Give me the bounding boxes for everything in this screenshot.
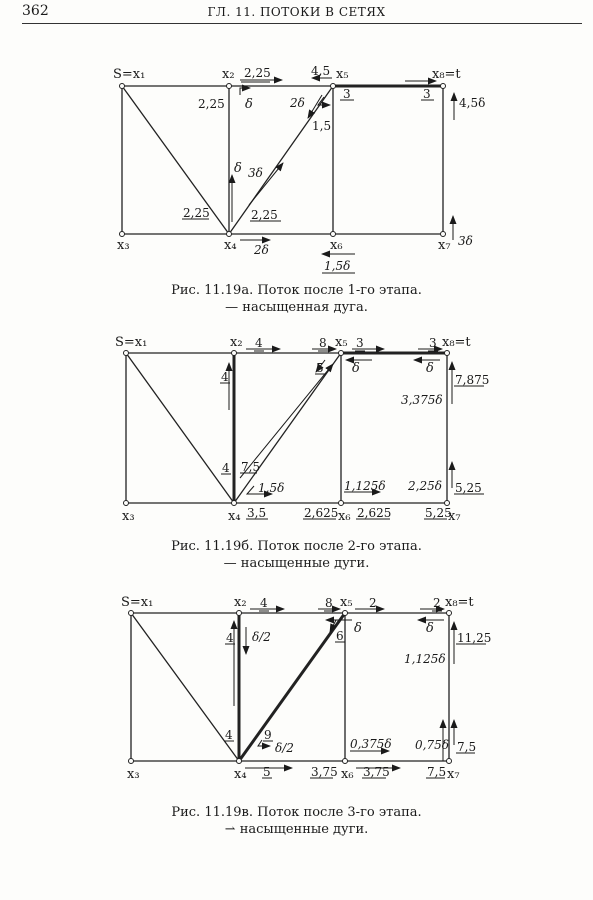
- page-number: 362: [22, 3, 49, 19]
- caption-line: Рис. 11.19а. Поток после 1-го этапа.: [171, 283, 422, 298]
- node-x4: [237, 759, 242, 764]
- flow-label: 2,25δ: [408, 479, 442, 493]
- node-x7: [441, 232, 446, 237]
- node-x7: [447, 759, 452, 764]
- node-label-x5: x₅: [336, 67, 349, 82]
- node-x1: [124, 351, 129, 356]
- node-x8: [445, 351, 450, 356]
- flow-label: 3: [429, 336, 437, 350]
- flow-label: 2,25: [244, 66, 271, 80]
- node-label-x5: x₅: [340, 595, 353, 610]
- node-label-x2: x₂: [234, 595, 247, 610]
- flow-label: 3,75: [363, 765, 390, 779]
- flow-label: 11,25: [457, 631, 492, 645]
- flow-label: 4: [221, 370, 229, 384]
- flow-label: 7,875: [455, 373, 490, 387]
- node-x3: [120, 232, 125, 237]
- edge-x4-x5: [234, 353, 341, 503]
- flow-label: 2δ: [290, 96, 305, 110]
- flow-label: 5,25: [455, 481, 482, 495]
- flow-label: δ: [245, 97, 253, 112]
- node-x5: [343, 611, 348, 616]
- flow-label: 7,5: [241, 460, 261, 474]
- node-label-x6: x₆: [341, 767, 354, 782]
- flow-label: 2δ: [254, 243, 269, 257]
- node-x4: [232, 501, 237, 506]
- node-label-x3: x₃: [122, 509, 135, 524]
- flow-label: 8: [325, 596, 333, 610]
- flow-label: δ: [354, 621, 362, 636]
- node-label-x8: x₈=t: [432, 67, 461, 82]
- node-label-x4: x₄: [228, 509, 241, 524]
- flow-label: δ: [426, 361, 434, 376]
- edge-x1-x4: [126, 353, 234, 503]
- caption-line: Рис. 11.19в. Поток после 3-го этапа.: [171, 805, 422, 820]
- flow-label: 3: [423, 87, 431, 101]
- node-x6: [343, 759, 348, 764]
- flow-label: 2,625: [304, 506, 339, 520]
- node-x1: [129, 611, 134, 616]
- node-label-x1: S=x₁: [115, 335, 148, 350]
- node-label-x4: x₄: [224, 238, 237, 253]
- flow-label: δ/2: [275, 741, 294, 755]
- figure-c-network: [0, 593, 593, 793]
- flow-label: 4: [255, 336, 263, 350]
- caption-line: — насыщенная дуга.: [225, 300, 368, 315]
- node-label-x4: x₄: [234, 767, 247, 782]
- flow-label: 3,5: [247, 506, 267, 520]
- flow-label: 4: [225, 728, 233, 742]
- flow-label: 7,5: [457, 740, 477, 754]
- arrow-delta-x2: [240, 88, 250, 95]
- arrow-x5-down: [308, 95, 322, 118]
- node-label-x6: x₆: [330, 238, 343, 253]
- flow-label: δ/2: [252, 630, 271, 644]
- flow-label: 3δ: [458, 234, 473, 248]
- node-x2: [237, 611, 242, 616]
- flow-label: 6: [336, 629, 344, 643]
- node-label-x5: x₅: [335, 335, 348, 350]
- node-x8: [447, 611, 452, 616]
- running-head: [0, 3, 593, 21]
- flow-label: δ: [234, 161, 242, 176]
- flow-label: 1,125δ: [404, 652, 446, 666]
- flow-label: 0,75δ: [415, 738, 449, 752]
- flow-label: 2,25: [198, 97, 225, 111]
- figure-a-caption: [0, 282, 593, 316]
- node-label-x7: x₇: [438, 238, 451, 253]
- node-label-x1: S=x₁: [113, 67, 146, 82]
- flow-label: 4: [226, 631, 234, 645]
- edge-x1-x4: [131, 613, 239, 761]
- node-label-x2: x₂: [230, 335, 243, 350]
- flow-label: 9: [264, 728, 272, 742]
- node-x2: [227, 84, 232, 89]
- node-x7: [445, 501, 450, 506]
- node-label-x8: x₈=t: [442, 335, 471, 350]
- node-x8: [441, 84, 446, 89]
- flow-label: 1,5δ: [258, 481, 285, 495]
- caption-line: — насыщенные дуги.: [223, 556, 370, 571]
- flow-label: 3: [343, 87, 351, 101]
- flow-label: 1,5: [312, 119, 332, 133]
- node-label-x1: S=x₁: [121, 595, 154, 610]
- caption-line: ⇀ насыщенные дуги.: [224, 822, 369, 837]
- flow-label: 8: [319, 336, 327, 350]
- flow-label: 2: [369, 596, 377, 610]
- flow-label: 2: [433, 596, 441, 610]
- node-label-x2: x₂: [222, 67, 235, 82]
- flow-label: 3: [356, 336, 364, 350]
- chapter-title: ГЛ. 11. ПОТОКИ В СЕТЯХ: [207, 5, 386, 19]
- node-x6: [339, 501, 344, 506]
- node-label-x7: x₇: [448, 509, 461, 524]
- flow-label: 4: [222, 461, 230, 475]
- node-x5: [339, 351, 344, 356]
- figure-b-network: [0, 333, 593, 533]
- figure-b-caption: [0, 538, 593, 572]
- flow-label: δ: [352, 361, 360, 376]
- node-label-x6: x₆: [338, 509, 351, 524]
- node-x5: [331, 84, 336, 89]
- flow-label: 2,25: [251, 208, 278, 222]
- flow-label: 5: [316, 361, 324, 375]
- flow-label: 4,5: [311, 64, 331, 78]
- node-label-x3: x₃: [117, 238, 130, 253]
- flow-label: 7,5: [427, 765, 447, 779]
- node-x2: [232, 351, 237, 356]
- flow-label: δ: [426, 621, 434, 636]
- node-x3: [129, 759, 134, 764]
- flow-label: 3,375δ: [401, 393, 443, 407]
- flow-label: 1,125δ: [344, 479, 386, 493]
- flow-label: 1,5δ: [324, 259, 351, 273]
- flow-label: 0,375δ: [350, 737, 392, 751]
- flow-label: 2,625: [357, 506, 392, 520]
- flow-label: 4,5δ: [459, 96, 486, 110]
- node-label-x8: x₈=t: [445, 595, 474, 610]
- caption-line: Рис. 11.19б. Поток после 2-го этапа.: [171, 539, 422, 554]
- flow-label: 5,25: [425, 506, 452, 520]
- flow-label: 2,25: [183, 206, 210, 220]
- node-label-x7: x₇: [447, 767, 460, 782]
- node-x1: [120, 84, 125, 89]
- flow-label: 5: [263, 765, 271, 779]
- node-x6: [331, 232, 336, 237]
- node-x4: [227, 232, 232, 237]
- figure-c-caption: [0, 804, 593, 838]
- flow-label: 3,75: [311, 765, 338, 779]
- figure-a-network: [0, 60, 593, 280]
- header-rule: [22, 23, 582, 24]
- node-label-x3: x₃: [127, 767, 140, 782]
- node-x3: [124, 501, 129, 506]
- flow-label: 4: [260, 596, 268, 610]
- flow-label: 3δ: [248, 166, 263, 180]
